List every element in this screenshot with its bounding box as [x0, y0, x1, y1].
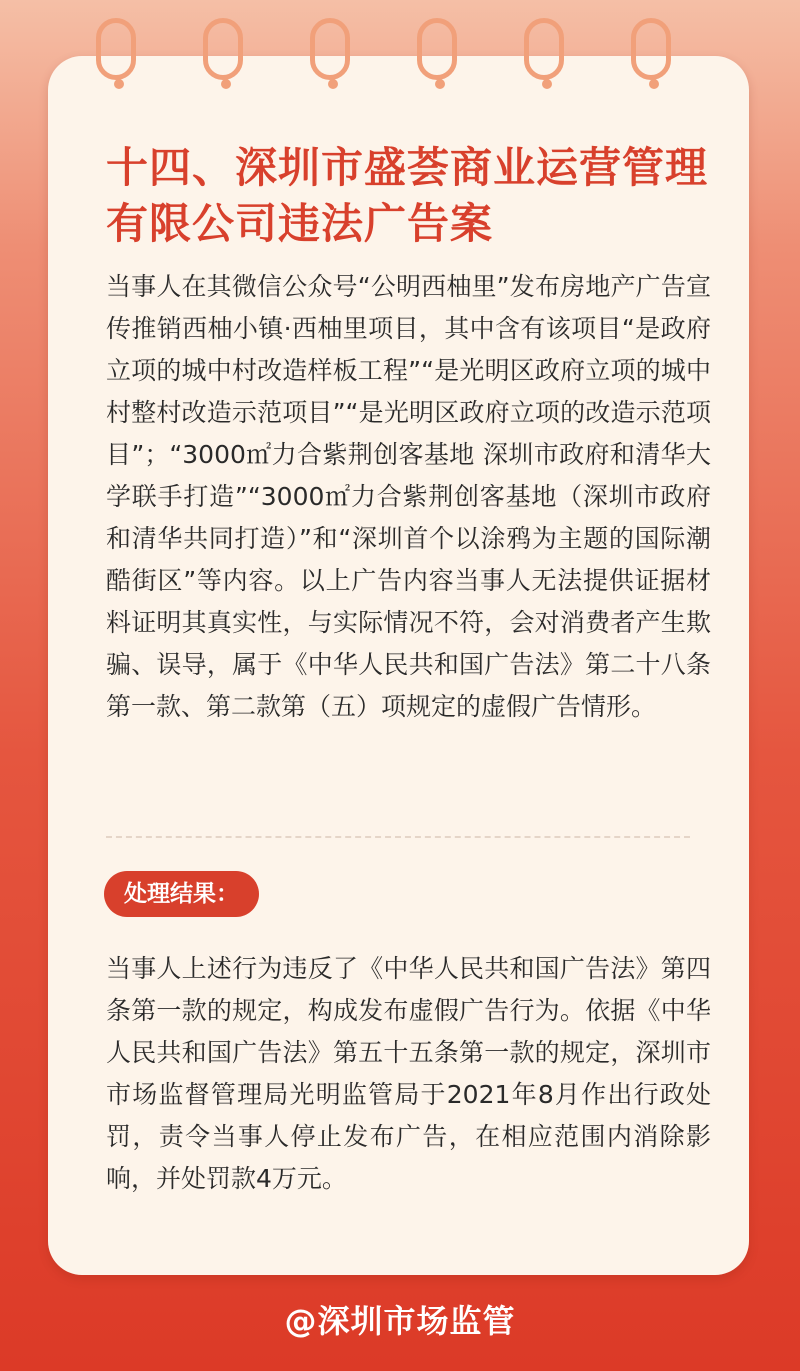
source-footer: @深圳市场监管 [284, 1302, 516, 1340]
binder-ring-icon [96, 18, 136, 80]
case-title: 十四、深圳市盛荟商业运营管理有限公司违法广告案 [106, 143, 709, 248]
result-badge: 处理结果： [104, 871, 259, 917]
result-text: 当事人上述行为违反了《中华人民共和国广告法》第四条第一款的规定，构成发布虚假广告行为。依据《中华人民共和国广告法》第五十五条第一款的规定，深圳市市场监督管理局光明监管局于2021年8月作出行政处罚，责令当事人停止发布广告，在相应范围内消除影响，并处罚款4万元。 [106, 954, 711, 1193]
binder-ring-icon [631, 18, 671, 80]
binder-ring-icon [310, 18, 350, 80]
binder-ring-icon [417, 18, 457, 80]
binder-ring-icon [524, 18, 564, 80]
dashed-divider [106, 836, 690, 838]
case-description: 当事人在其微信公众号“公明西柚里”发布房地产广告宣传推销西柚小镇·西柚里项目，其中含有该项目“是政府立项的城中村改造样板工程”“是光明区政府立项的城中村整村改造示范项目”“是光明区政府立项的改造示范项目”；“3000㎡力合紫荆创客基地 深圳市政府和清华大学联手打造”“3000㎡力合紫荆创客基地（深圳市政府和清华共同打造）”和“深圳首个以涂鸦为主题的国际潮酷街区”等内容。以上广告内容当事人无法提供证据材料证明其真实性，与实际情况不符，会对消费者产生欺骗、误导，属于《中华人民共和国广告法》第二十八条第一款、第二款第（五）项规定的虚假广告情形。 [106, 272, 711, 721]
binder-ring-icon [203, 18, 243, 80]
